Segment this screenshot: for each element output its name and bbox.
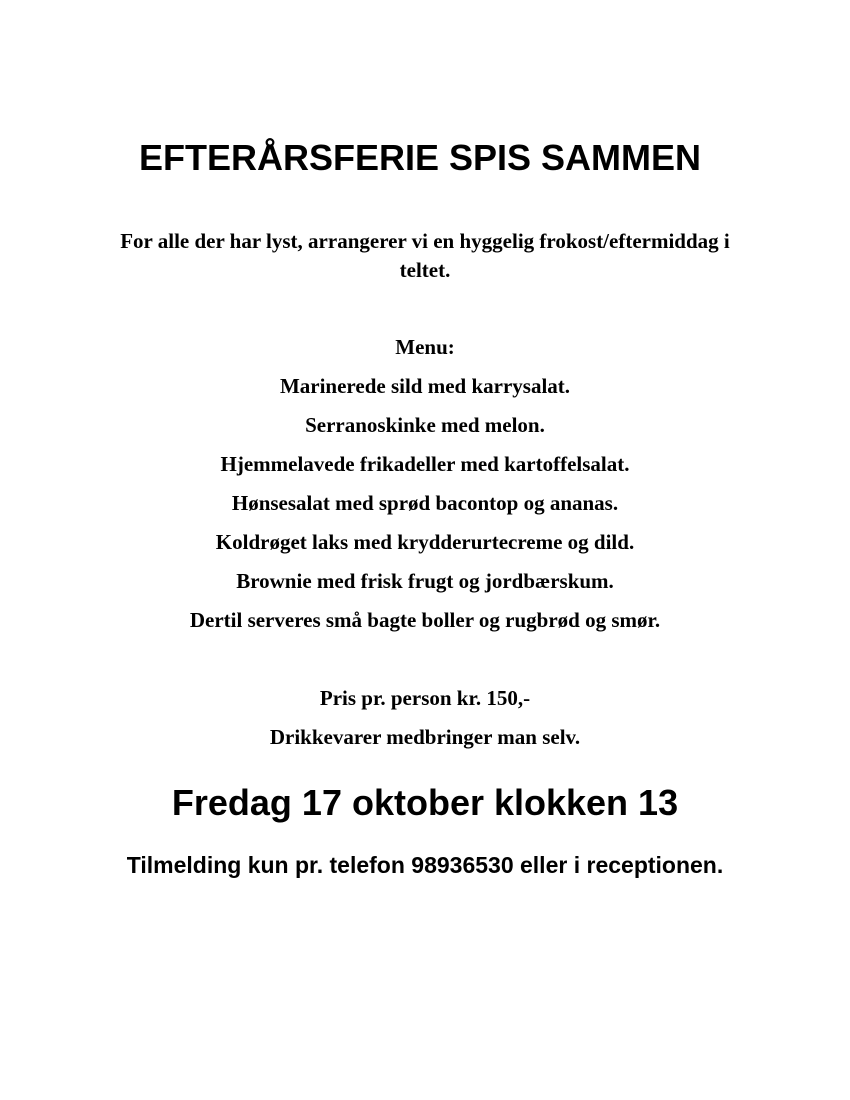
menu-item: Marinerede sild med karrysalat. bbox=[279, 374, 571, 398]
menu-item: Koldrøget laks med krydderurtecreme og dild. bbox=[215, 530, 635, 554]
price-text: Pris pr. person kr. 150,- bbox=[319, 686, 531, 710]
menu-heading: Menu: bbox=[395, 335, 455, 359]
menu-item: Hønsesalat med sprød bacontop og ananas. bbox=[231, 491, 619, 515]
intro-text: For alle der har lyst, arrangerer vi en hyggelig frokost/eftermiddag i teltet. bbox=[120, 229, 730, 282]
event-date: Fredag 17 oktober klokken 13 bbox=[171, 782, 679, 823]
menu-item: Hjemmelavede frikadeller med kartoffelsalat. bbox=[220, 452, 630, 476]
menu-item: Dertil serveres små bagte boller og rugbrød og smør. bbox=[189, 608, 661, 632]
drinks-text: Drikkevarer medbringer man selv. bbox=[269, 725, 581, 749]
signup-text: Tilmelding kun pr. telefon 98936530 eller i receptionen. bbox=[126, 852, 724, 878]
page-title: EFTERÅRSFERIE SPIS SAMMEN bbox=[138, 137, 702, 178]
menu-item: Brownie med frisk frugt og jordbærskum. bbox=[236, 569, 614, 593]
menu-list bbox=[0, 373, 850, 646]
menu-item: Serranoskinke med melon. bbox=[305, 413, 545, 437]
